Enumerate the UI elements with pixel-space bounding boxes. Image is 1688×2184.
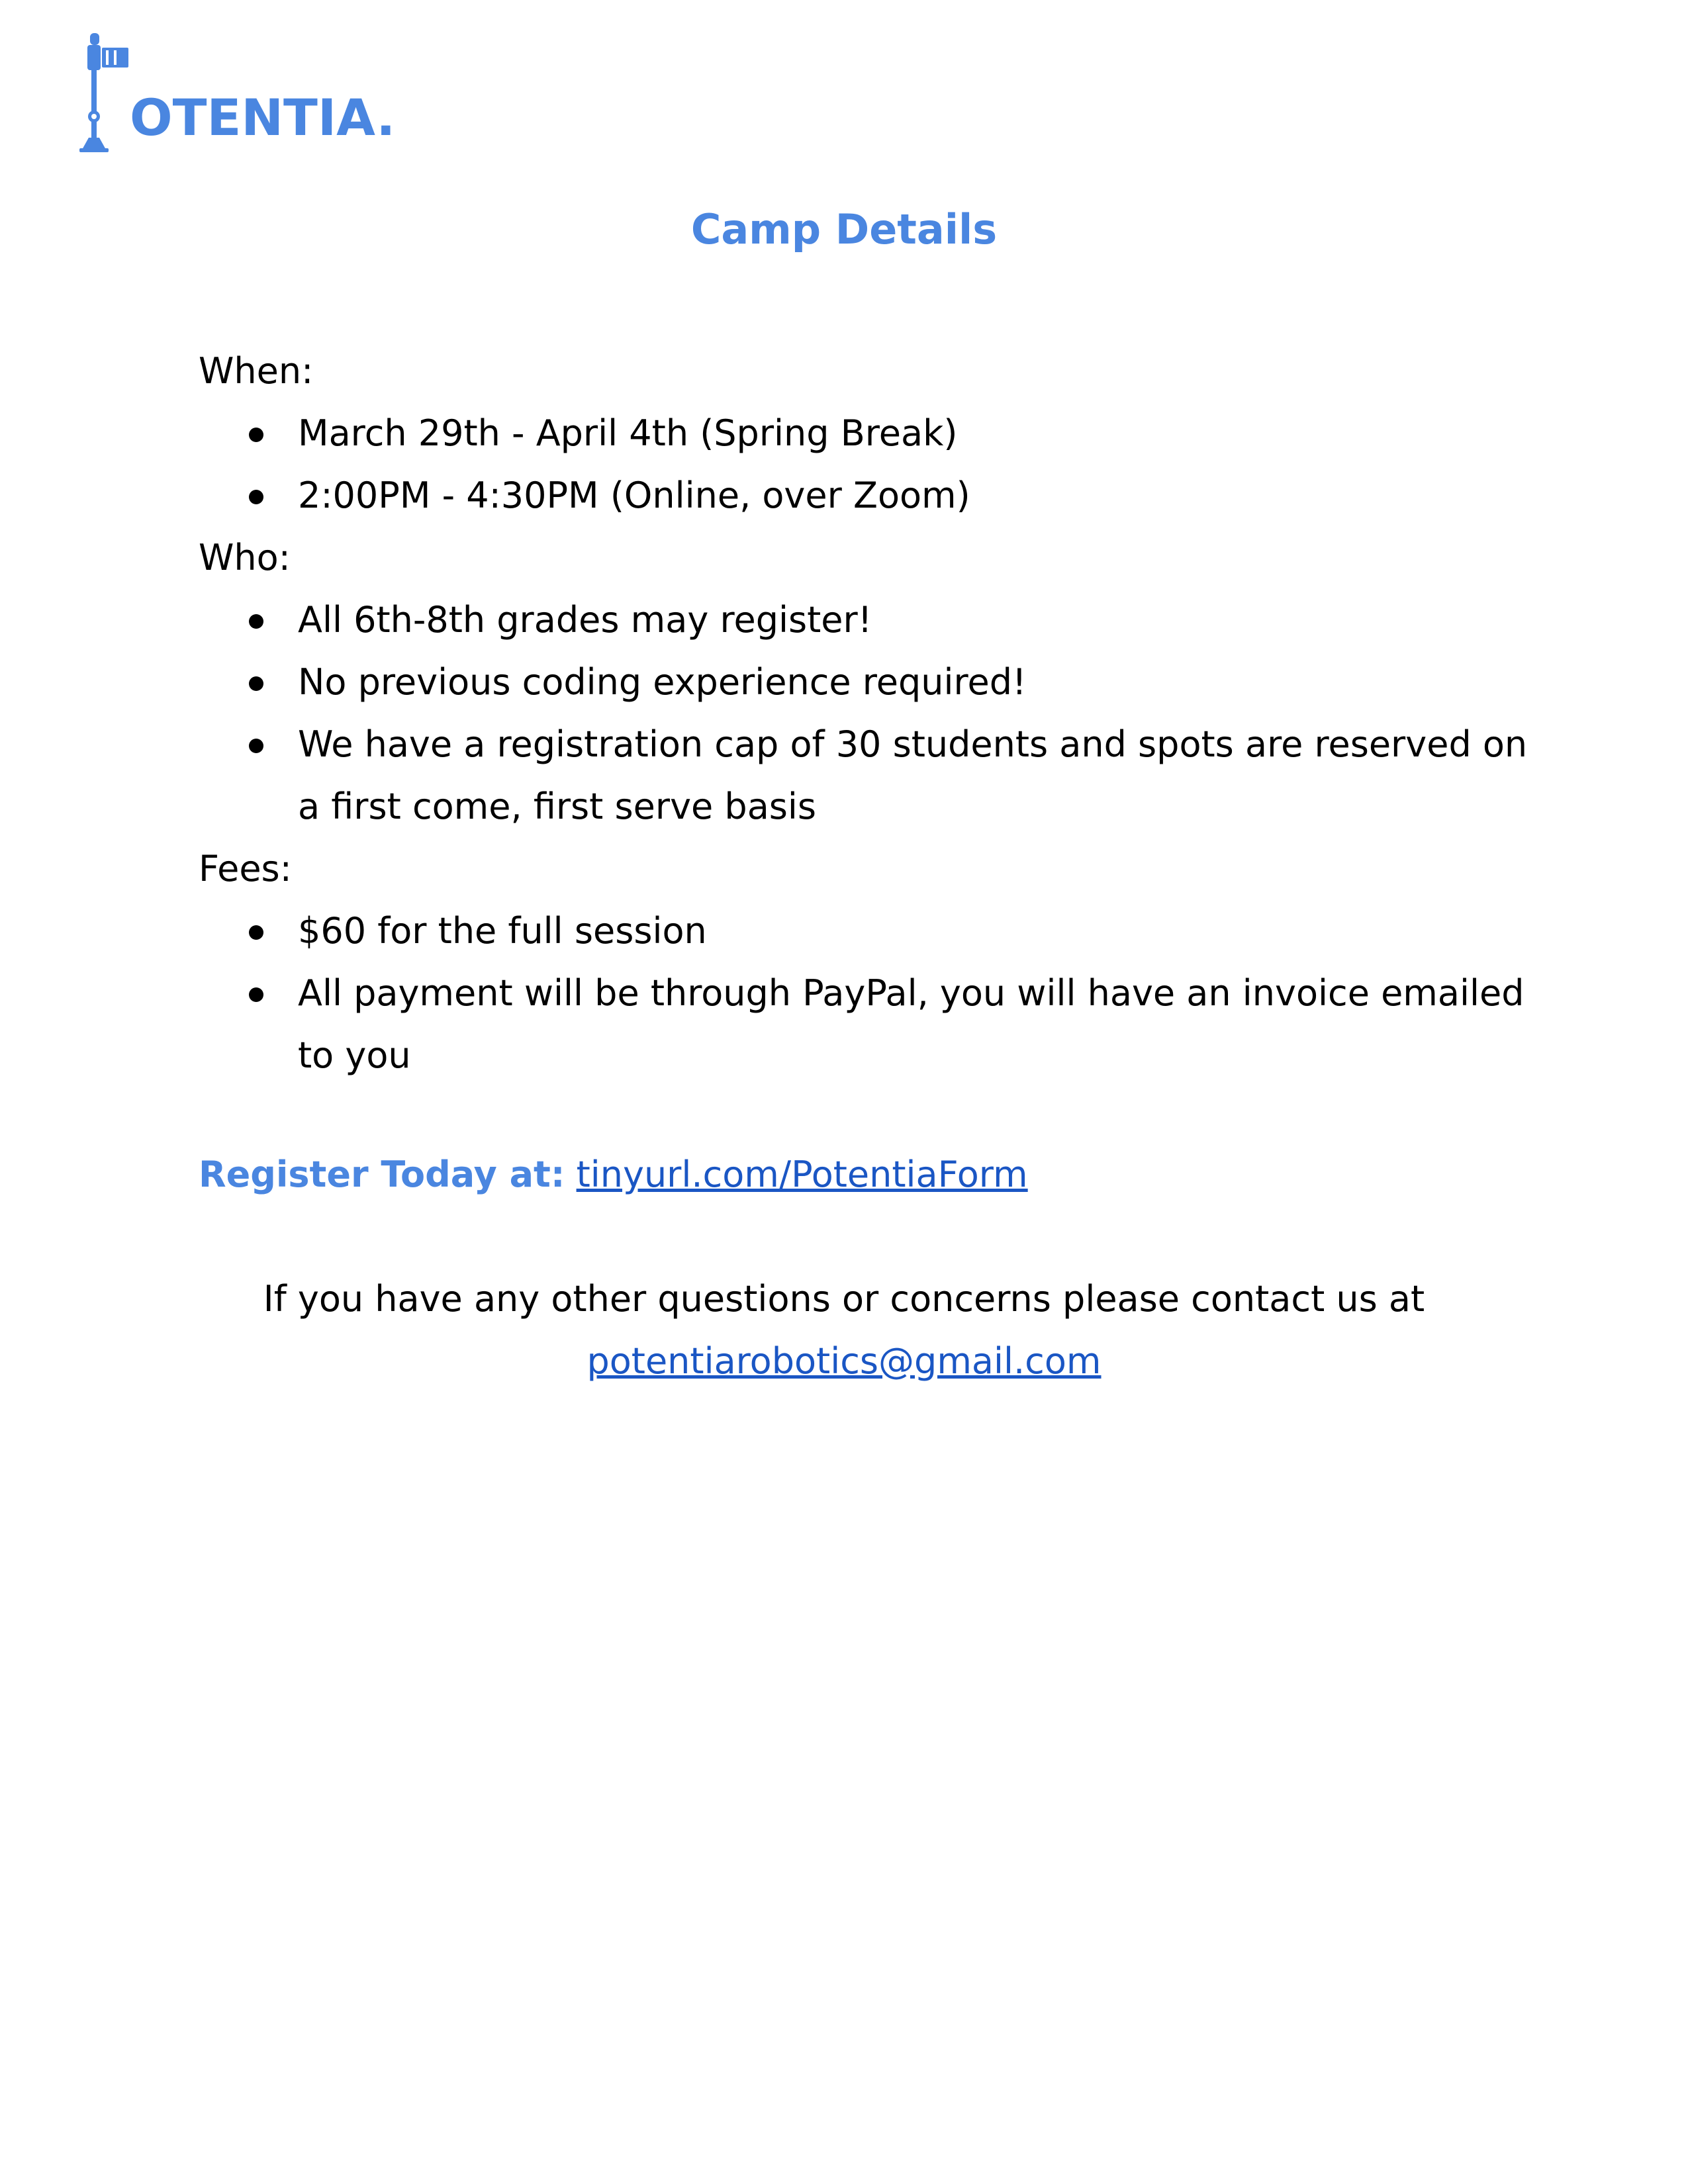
list-item: $60 for the full session [199,900,1523,962]
list-item: We have a registration cap of 30 students and spots are reserved on a first come, first serve basis [199,713,1529,838]
register-label: Register Today at: [199,1154,565,1195]
contact-email-link[interactable]: potentiarobotics@gmail.com [586,1340,1102,1382]
bullet-icon [249,428,263,442]
registration-link[interactable]: tinyurl.com/PotentiaForm [576,1154,1028,1195]
bullet-icon [249,987,263,1002]
list-item: All payment will be through PayPal, you will have an invoice emailed to you [199,962,1542,1087]
bullet-icon [249,676,263,691]
list-item: March 29th - April 4th (Spring Break) [199,402,1523,465]
page-title: Camp Details [690,205,998,253]
contact-text: If you have any other questions or concerns please contact us at [263,1278,1425,1320]
list-item: All 6th-8th grades may register! [199,589,1523,651]
bullet-icon [249,925,263,940]
when-list [199,402,1523,527]
robot-arm-icon [79,32,132,155]
bullet-icon [249,614,263,629]
when-label: When: [199,350,314,392]
who-label: Who: [199,537,291,578]
list-item: 2:00PM - 4:30PM (Online, over Zoom) [199,465,1523,527]
contact-block [0,1268,1688,1392]
details-content [199,340,1528,1087]
logo-text: OTENTIA. [130,88,396,147]
brand-logo [79,32,424,155]
register-line [199,1144,1028,1206]
who-list [199,589,1528,838]
bullet-icon [249,490,263,504]
fees-label: Fees: [199,848,292,889]
fees-list [199,900,1523,1087]
bullet-icon [249,739,263,753]
list-item: No previous coding experience required! [199,651,1523,713]
